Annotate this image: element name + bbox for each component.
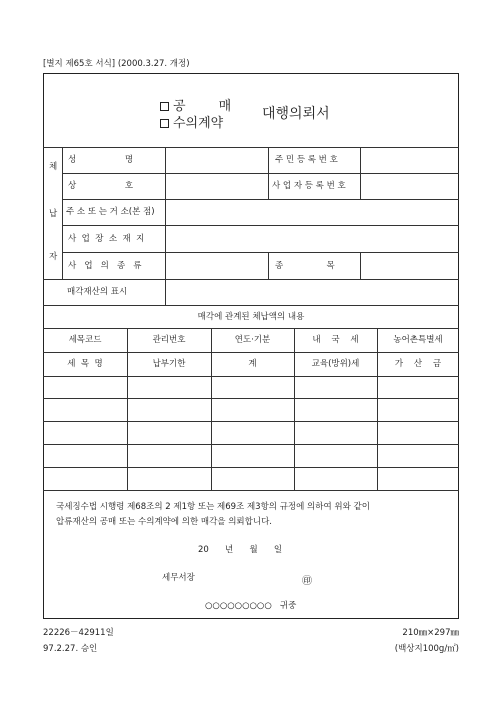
tax-header-3: 연도·기분 [234,335,271,345]
sender-label: 세무서장 [162,573,195,583]
name-label: 성 명 [68,155,134,165]
request-text-line-1: 국세징수법 시행령 제68조의 2 제1항 또는 제69조 제3항의 규정에 의하여 위와 같이 [56,502,370,512]
tax-header-4: 내 국 세 [312,335,359,345]
biz-place-field[interactable] [166,226,458,251]
property-label: 매각재산의 표시 [67,287,128,297]
request-text-line-2: 압류재산의 공매 또는 수의계약에 의한 매각을 의뢰합니다. [56,517,272,527]
approval-date: 97.2.27. 승인 [43,644,98,654]
tax-header-2: 관리번호 [152,335,186,345]
biz-type-field[interactable] [166,253,267,278]
rrn-field[interactable] [361,148,458,172]
tax-header-1: 세목코드 [68,335,102,345]
trade-name-label: 상 호 [68,181,134,191]
biz-place-label: 사 업 장 소 재 지 [68,234,145,244]
recipient: ○○○○○○○○○ 귀중 [205,601,297,611]
category-field[interactable] [361,253,458,278]
applicant-label-3: 자 [49,252,58,262]
applicant-label-2: 납 [49,209,58,219]
tax-header-7: 납부기한 [152,359,186,369]
form-reference: [별지 제65호 서식] (2000.3.27. 개정) [43,59,190,69]
address-field[interactable] [166,200,458,224]
rrn-label: 주 민 등 록 번 호 [275,155,338,165]
biz-no-field[interactable] [361,174,458,198]
tax-header-8: 계 [248,359,257,369]
property-field[interactable] [166,280,458,304]
biz-type-label: 사 업 의 종 류 [68,261,142,271]
seal-icon: ㊞ [302,576,312,587]
option-private-contract[interactable]: 수의계약 [160,112,223,131]
tax-header-9: 교육(방위)세 [311,359,360,369]
paper-size: 210㎜×297㎜ [402,628,459,638]
biz-no-label: 사 업 자 등 록 번 호 [272,181,346,191]
category-label: 종 목 [275,261,335,271]
applicant-label-1: 체 [49,162,58,172]
checkbox-auction-icon[interactable] [160,102,169,111]
address-label: 주 소 또 는 거 소(본 점) [66,207,155,217]
trade-name-field[interactable] [166,174,267,198]
tax-section-title: 매각에 관계된 체납액의 내용 [197,312,305,322]
option-auction[interactable]: 공 매 [160,95,231,114]
checkbox-private-contract-icon[interactable] [160,119,169,128]
paper-type: (백상지100g/㎡) [394,644,459,654]
form-code: 22226－42911일 [43,628,114,638]
form-title: 대행의뢰서 [262,106,330,122]
tax-header-6: 세 목 명 [67,359,103,369]
name-field[interactable] [166,148,267,172]
tax-header-5: 농어촌특별세 [393,335,443,345]
tax-header-10: 가 산 금 [394,359,442,369]
request-date: 20 년 월 일 [198,545,283,555]
